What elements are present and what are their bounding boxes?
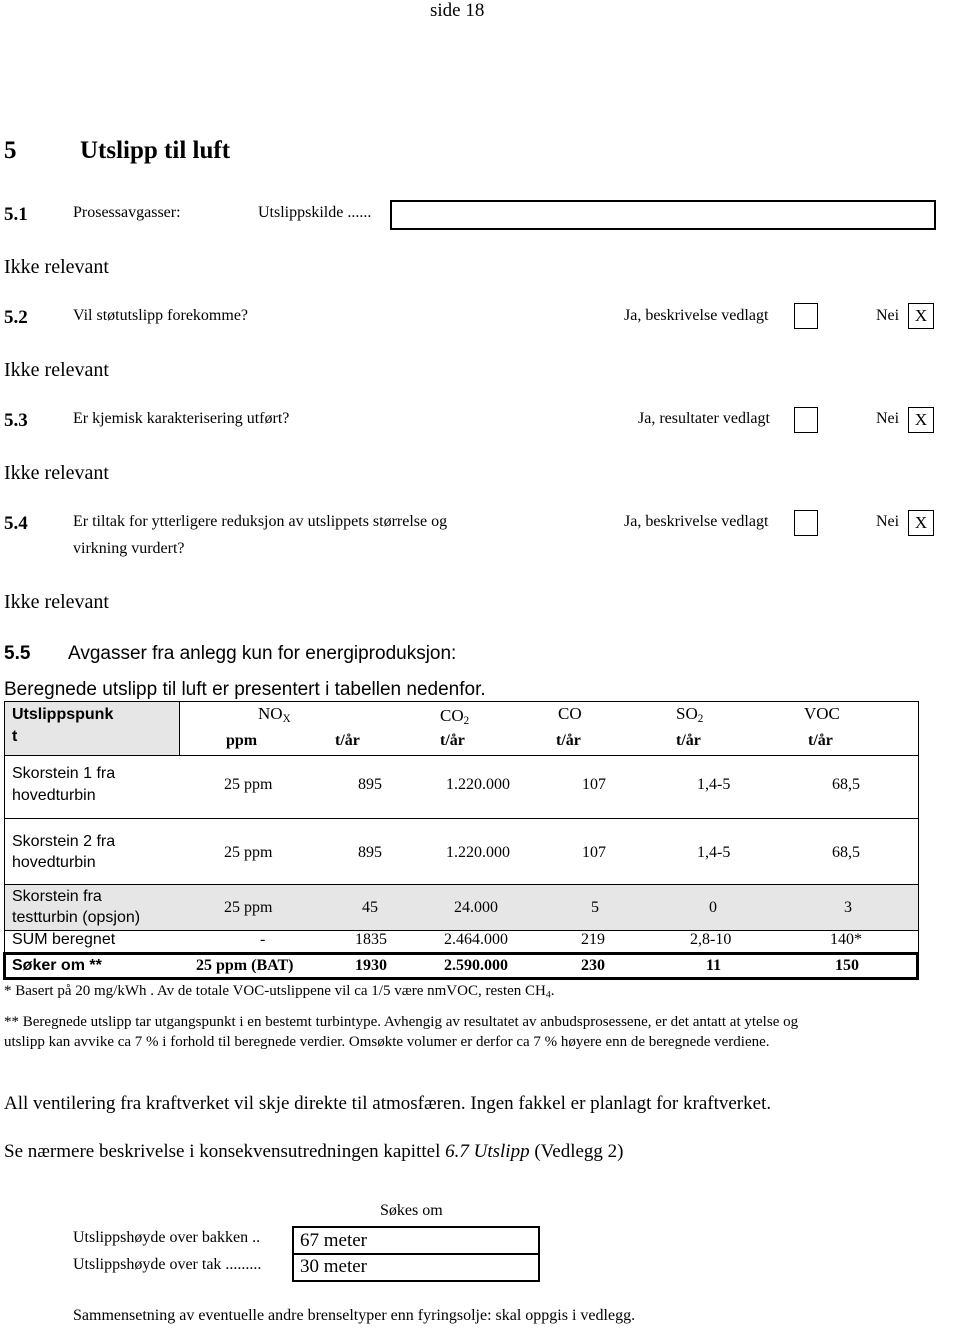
col-header-so2: $SO_2$ — [676, 704, 704, 725]
sum-nox-ppm: - — [260, 931, 266, 948]
height-values-box — [292, 1226, 540, 1282]
q54-label-line2: virkning vurdert? — [73, 540, 185, 557]
row3-voc: 3 — [844, 899, 852, 916]
q54-no-checkbox[interactable]: X — [908, 510, 934, 536]
row1-co2: 1.220.000 — [446, 776, 510, 793]
row2-nox-t: 895 — [358, 844, 382, 861]
q51-field-label: Utslippskilde ...... — [258, 204, 372, 221]
col-header-co: CO — [558, 704, 582, 723]
q52-number: 5.2 — [4, 307, 28, 328]
row3-co: 5 — [591, 899, 599, 916]
row2-co: 107 — [582, 844, 606, 861]
row3-name-1: Skorstein fra — [12, 888, 102, 905]
q55-number: 5.5 — [4, 643, 31, 664]
row1-nox-t: 895 — [358, 776, 382, 793]
q52-yes-checkbox[interactable] — [794, 303, 818, 329]
page-number: side 18 — [430, 0, 485, 21]
sum-so2: 2,8-10 — [690, 931, 732, 948]
applied-nox-t: 1930 — [355, 957, 387, 974]
row3-so2: 0 — [709, 899, 717, 916]
row1-co: 107 — [582, 776, 606, 793]
section-number: 5 — [4, 137, 17, 164]
row1-name-2: hovedturbin — [12, 787, 96, 804]
q53-yes-checkbox[interactable] — [794, 407, 818, 433]
applied-voc: 150 — [835, 957, 859, 974]
row2-nox-ppm: 25 ppm — [224, 844, 273, 861]
q51-number: 5.1 — [4, 204, 28, 225]
col-header-nox: $NO_X$ — [258, 704, 291, 725]
table-intro: Beregnede utslipp til luft er presentert i tabellen nedenfor. — [4, 679, 486, 700]
unit-voc-t: t/år — [808, 732, 833, 749]
applied-co2: 2.590.000 — [444, 957, 508, 974]
row1-so2: 1,4-5 — [697, 776, 731, 793]
fuel-composition-note: Sammensetning av eventuelle andre brenseltyper enn fyringsolje: skal oppgis i vedlegg. — [73, 1307, 636, 1324]
q53-label: Er kjemisk karakterisering utført? — [73, 410, 290, 427]
footnote-2-line1: ** Beregnede utslipp tar utgangspunkt i en bestemt turbintype. Avhengig av resultatet av anbudsprosessene, er det antatt at ytelse og — [4, 1014, 799, 1030]
not-relevant-2: Ikke relevant — [4, 359, 109, 381]
not-relevant-3: Ikke relevant — [4, 462, 109, 484]
footnote-2-line2: utslipp kan avvike ca 7 % i forhold til beregnede verdier. Omsøkte volumer er derfor ca 7 % høyere enn de beregnede verdiene. — [4, 1034, 770, 1050]
sum-voc: 140* — [830, 931, 862, 948]
q53-no-checkbox[interactable]: X — [908, 407, 934, 433]
row3-nox-t: 45 — [362, 899, 378, 916]
height-roof-label: Utslippshøyde over tak ......... — [73, 1256, 262, 1273]
col-header-source-1: Utslippspunk — [12, 706, 114, 723]
row1-nox-ppm: 25 ppm — [224, 776, 273, 793]
height-table-header: Søkes om — [380, 1202, 443, 1219]
q53-number: 5.3 — [4, 410, 28, 431]
col-header-voc: VOC — [804, 704, 840, 723]
applied-so2: 11 — [706, 957, 722, 974]
q52-no-label: Nei — [876, 307, 900, 324]
unit-nox-t: t/år — [335, 732, 360, 749]
q54-yes-label: Ja, beskrivelse vedlagt — [624, 513, 769, 530]
paragraph-reference: Se nærmere beskrivelse i konsekvensutredningen kapittel 6.7 Utslipp (Vedlegg 2) — [4, 1141, 624, 1162]
row1-voc: 68,5 — [832, 776, 860, 793]
paragraph-ventilation: All ventilering fra kraftverket vil skje direkte til atmosfæren. Ingen fakkel er planlagt for kraftverket. — [4, 1093, 772, 1114]
row3-co2: 24.000 — [454, 899, 498, 916]
applied-nox-ppm: 25 ppm (BAT) — [196, 957, 294, 974]
q54-no-label: Nei — [876, 513, 900, 530]
q53-no-label: Nei — [876, 410, 900, 427]
q54-number: 5.4 — [4, 513, 28, 534]
col-header-co2: $CO_2$ — [440, 706, 470, 727]
q51-label: Prosessavgasser: — [73, 204, 181, 221]
q52-yes-label: Ja, beskrivelse vedlagt — [624, 307, 769, 324]
row2-voc: 68,5 — [832, 844, 860, 861]
unit-ppm: ppm — [226, 732, 258, 749]
height-ground-value[interactable]: 67 meter — [300, 1230, 368, 1251]
utslippskilde-field[interactable] — [390, 200, 936, 230]
row3-nox-ppm: 25 ppm — [224, 899, 273, 916]
sum-co: 219 — [581, 931, 605, 948]
sum-row-name: SUM beregnet — [12, 931, 116, 948]
height-ground-label: Utslippshøyde over bakken .. — [73, 1229, 261, 1246]
q52-no-checkbox[interactable]: X — [908, 303, 934, 329]
unit-co-t: t/år — [556, 732, 581, 749]
row2-name-1: Skorstein 2 fra — [12, 833, 116, 850]
applied-co: 230 — [581, 957, 605, 974]
section-title: Utslipp til luft — [80, 137, 231, 164]
footnote-1: * Basert på 20 mg/kWh . Av de totale VOC-utslippene vil ca 1/5 være nmVOC, resten $CH_4$. — [4, 983, 555, 1001]
col-header-source-2: t — [12, 728, 18, 745]
unit-so2-t: t/år — [676, 732, 701, 749]
row2-so2: 1,4-5 — [697, 844, 731, 861]
not-relevant-4: Ikke relevant — [4, 591, 109, 613]
row2-name-2: hovedturbin — [12, 854, 96, 871]
q52-label: Vil støtutslipp forekomme? — [73, 307, 249, 324]
unit-co2-t: t/år — [440, 732, 465, 749]
sum-nox-t: 1835 — [355, 931, 387, 948]
row2-co2: 1.220.000 — [446, 844, 510, 861]
sum-co2: 2.464.000 — [444, 931, 508, 948]
not-relevant-1: Ikke relevant — [4, 256, 109, 278]
height-roof-value[interactable]: 30 meter — [300, 1256, 368, 1277]
applied-row-name: Søker om ** — [12, 957, 102, 974]
row1-name-1: Skorstein 1 fra — [12, 765, 116, 782]
row3-name-2: testturbin (opsjon) — [12, 909, 141, 926]
q53-yes-label: Ja, resultater vedlagt — [638, 410, 770, 427]
q54-yes-checkbox[interactable] — [794, 510, 818, 536]
q54-label-line1: Er tiltak for ytterligere reduksjon av utslippets størrelse og — [73, 513, 448, 530]
q55-label: Avgasser fra anlegg kun for energiproduksjon: — [68, 643, 457, 664]
